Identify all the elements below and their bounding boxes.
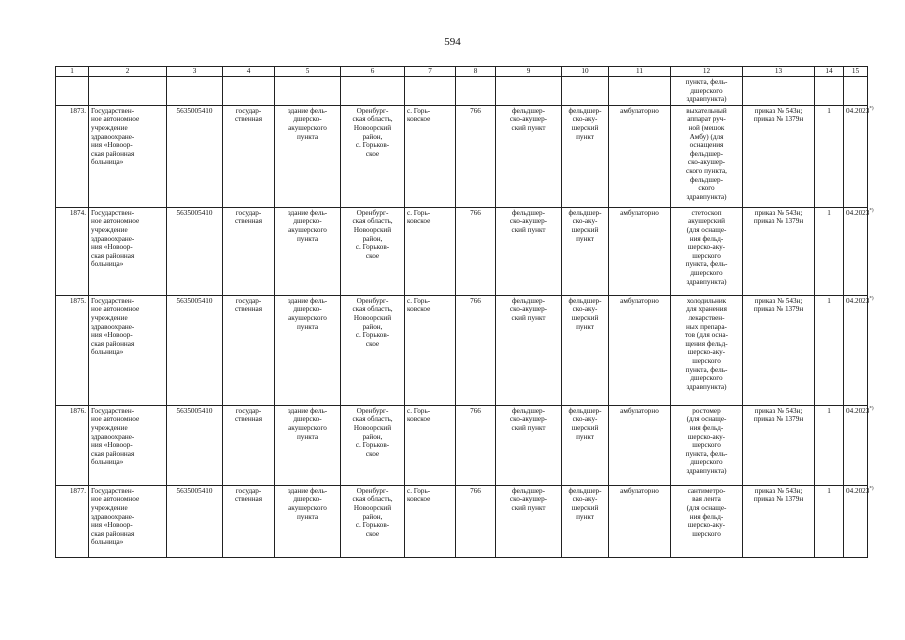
care-form-cell: амбулаторно (609, 105, 671, 207)
unit-type-cell: фельдшер- ско-акушер- ский пункт (496, 207, 562, 295)
column-number-5: 5 (275, 67, 341, 77)
carry-cell (167, 77, 223, 106)
care-form-cell: амбулаторно (609, 485, 671, 557)
code-cell: 766 (456, 295, 496, 405)
ownership-cell: государ- ственная (223, 405, 275, 485)
column-number-15: 15 (844, 67, 868, 77)
footnote-mark: *) (869, 486, 874, 492)
code-cell: 766 (456, 405, 496, 485)
page-number: 594 (444, 36, 461, 48)
date-cell (844, 295, 874, 405)
unit-cell: фельдшер- ско-аку- шерский пункт (562, 295, 609, 405)
table-row (56, 295, 868, 405)
organization-cell: Государствен- ное автономное учреждение здравоохране- ния «Новоор- ская районная больница» (89, 295, 167, 405)
row-number-cell: 1875. (56, 295, 89, 405)
row-number-cell: 1877. (56, 485, 89, 557)
quantity-cell: 1 (815, 207, 844, 295)
footnote-mark: *) (869, 208, 874, 214)
ownership-cell: государ- ственная (223, 105, 275, 207)
building-cell: здание фель- дшерско- акушерского пункта (275, 295, 341, 405)
unit-cell: фельдшер- ско-аку- шерский пункт (562, 207, 609, 295)
column-number-4: 4 (223, 67, 275, 77)
row-number-cell: 1874. (56, 207, 89, 295)
row-number-cell: 1876. (56, 405, 89, 485)
date-cell (844, 405, 874, 485)
date-value: 04.2023 (846, 208, 870, 217)
quantity-cell: 1 (815, 405, 844, 485)
building-cell: здание фель- дшерско- акушерского пункта (275, 207, 341, 295)
unit-type-cell: фельдшер- ско-акушер- ский пункт (496, 405, 562, 485)
carry-cell (815, 77, 844, 106)
organization-cell: Государствен- ное автономное учреждение здравоохране- ния «Новоор- ская районная больница» (89, 207, 167, 295)
care-form-cell: амбулаторно (609, 295, 671, 405)
quantity-cell: 1 (815, 105, 844, 207)
locality-cell: с. Горь- ковское (405, 485, 456, 557)
carry-cell (456, 77, 496, 106)
carry-over-row (56, 77, 868, 106)
quantity-cell: 1 (815, 295, 844, 405)
care-form-cell: амбулаторно (609, 207, 671, 295)
equipment-cell: сантиметро- вая лента (для оснаще- ния фельд- шерско-аку- шерского (671, 485, 743, 557)
date-cell (844, 485, 874, 557)
building-cell: здание фель- дшерско- акушерского пункта (275, 405, 341, 485)
unit-cell: фельдшер- ско-аку- шерский пункт (562, 485, 609, 557)
carry-cell (405, 77, 456, 106)
date-value: 04.2023 (846, 106, 870, 115)
code-cell: 766 (456, 105, 496, 207)
column-number-11: 11 (609, 67, 671, 77)
date-cell (844, 105, 874, 207)
column-number-1: 1 (56, 67, 89, 77)
column-number-12: 12 (671, 67, 743, 77)
column-number-8: 8 (456, 67, 496, 77)
carry-cell (89, 77, 167, 106)
column-number-7: 7 (405, 67, 456, 77)
date-value: 04.2023 (846, 296, 870, 305)
organization-cell: Государствен- ное автономное учреждение здравоохране- ния «Новоор- ская районная больница» (89, 105, 167, 207)
ownership-cell: государ- ственная (223, 485, 275, 557)
building-cell: здание фель- дшерско- акушерского пункта (275, 485, 341, 557)
order-cell: приказ № 543н; приказ № 1379н (743, 295, 815, 405)
locality-cell: с. Горь- ковское (405, 295, 456, 405)
table-row (56, 485, 868, 557)
column-number-13: 13 (743, 67, 815, 77)
carry-cell (844, 77, 868, 106)
carry-cell (56, 77, 89, 106)
carry-cell (275, 77, 341, 106)
address-cell: Оренбург- ская область, Новоорский район, с. Горьков- ское (341, 295, 405, 405)
carry-equipment-cell: пункта, фель- дшерского здравпункта) (671, 77, 743, 106)
carry-cell (223, 77, 275, 106)
locality-cell: с. Горь- ковское (405, 105, 456, 207)
ownership-cell: государ- ственная (223, 207, 275, 295)
order-cell: приказ № 543н; приказ № 1379н (743, 405, 815, 485)
carry-cell (743, 77, 815, 106)
table-row (56, 207, 868, 295)
code-cell: 766 (456, 207, 496, 295)
address-cell: Оренбург- ская область, Новоорский район, с. Горьков- ское (341, 105, 405, 207)
unit-cell: фельдшер- ско-аку- шерский пункт (562, 105, 609, 207)
equipment-cell: выхательный аппарат руч- ной (мешок Амбу) (для оснащения фельдшер- ско-акушер- ского пункта, фельдшер- ского здравпункта) (671, 105, 743, 207)
date-value: 04.2023 (846, 406, 870, 415)
date-cell (844, 207, 874, 295)
order-cell: приказ № 543н; приказ № 1379н (743, 105, 815, 207)
inn-cell: 5635005410 (167, 485, 223, 557)
equipment-cell: ростомер (для оснаще- ния фельд- шерско-аку- шерского пункта, фель- дшерского здравпункта) (671, 405, 743, 485)
column-number-2: 2 (89, 67, 167, 77)
column-number-6: 6 (341, 67, 405, 77)
date-value: 04.2023 (846, 486, 870, 495)
footnote-mark: *) (869, 296, 874, 302)
unit-type-cell: фельдшер- ско-акушер- ский пункт (496, 105, 562, 207)
order-cell: приказ № 543н; приказ № 1379н (743, 207, 815, 295)
locality-cell: с. Горь- ковское (405, 207, 456, 295)
equipment-cell: холодильник для хранения лекарствен- ных препара- тов (для осна- щения фельд- шерско-аку- шерского пункта, фель- дшерского здравпункта) (671, 295, 743, 405)
table-row (56, 105, 868, 207)
order-cell: приказ № 543н; приказ № 1379н (743, 485, 815, 557)
unit-type-cell: фельдшер- ско-акушер- ский пункт (496, 485, 562, 557)
quantity-cell: 1 (815, 485, 844, 557)
address-cell: Оренбург- ская область, Новоорский район, с. Горьков- ское (341, 485, 405, 557)
building-cell: здание фель- дшерско- акушерского пункта (275, 105, 341, 207)
organization-cell: Государствен- ное автономное учреждение здравоохране- ния «Новоор- ская районная больница» (89, 485, 167, 557)
carry-cell (496, 77, 562, 106)
inn-cell: 5635005410 (167, 295, 223, 405)
ownership-cell: государ- ственная (223, 295, 275, 405)
carry-cell (562, 77, 609, 106)
footnote-mark: *) (869, 106, 874, 112)
column-number-9: 9 (496, 67, 562, 77)
inn-cell: 5635005410 (167, 105, 223, 207)
code-cell: 766 (456, 485, 496, 557)
unit-type-cell: фельдшер- ско-акушер- ский пункт (496, 295, 562, 405)
organization-cell: Государствен- ное автономное учреждение здравоохране- ния «Новоор- ская районная больница» (89, 405, 167, 485)
column-number-3: 3 (167, 67, 223, 77)
care-form-cell: амбулаторно (609, 405, 671, 485)
equipment-cell: стетоскоп акушерский (для оснаще- ния фельд- шерско-аку- шерского пункта, фель- дшерского здравпункта) (671, 207, 743, 295)
unit-cell: фельдшер- ско-аку- шерский пункт (562, 405, 609, 485)
inn-cell: 5635005410 (167, 207, 223, 295)
address-cell: Оренбург- ская область, Новоорский район, с. Горьков- ское (341, 405, 405, 485)
row-number-cell: 1873. (56, 105, 89, 207)
table-row (56, 405, 868, 485)
column-number-14: 14 (815, 67, 844, 77)
footnote-mark: *) (869, 406, 874, 412)
inn-cell: 5635005410 (167, 405, 223, 485)
carry-cell (609, 77, 671, 106)
address-cell: Оренбург- ская область, Новоорский район, с. Горьков- ское (341, 207, 405, 295)
locality-cell: с. Горь- ковское (405, 405, 456, 485)
column-number-header (56, 67, 868, 77)
column-number-10: 10 (562, 67, 609, 77)
registry-table (55, 66, 874, 558)
carry-cell (341, 77, 405, 106)
